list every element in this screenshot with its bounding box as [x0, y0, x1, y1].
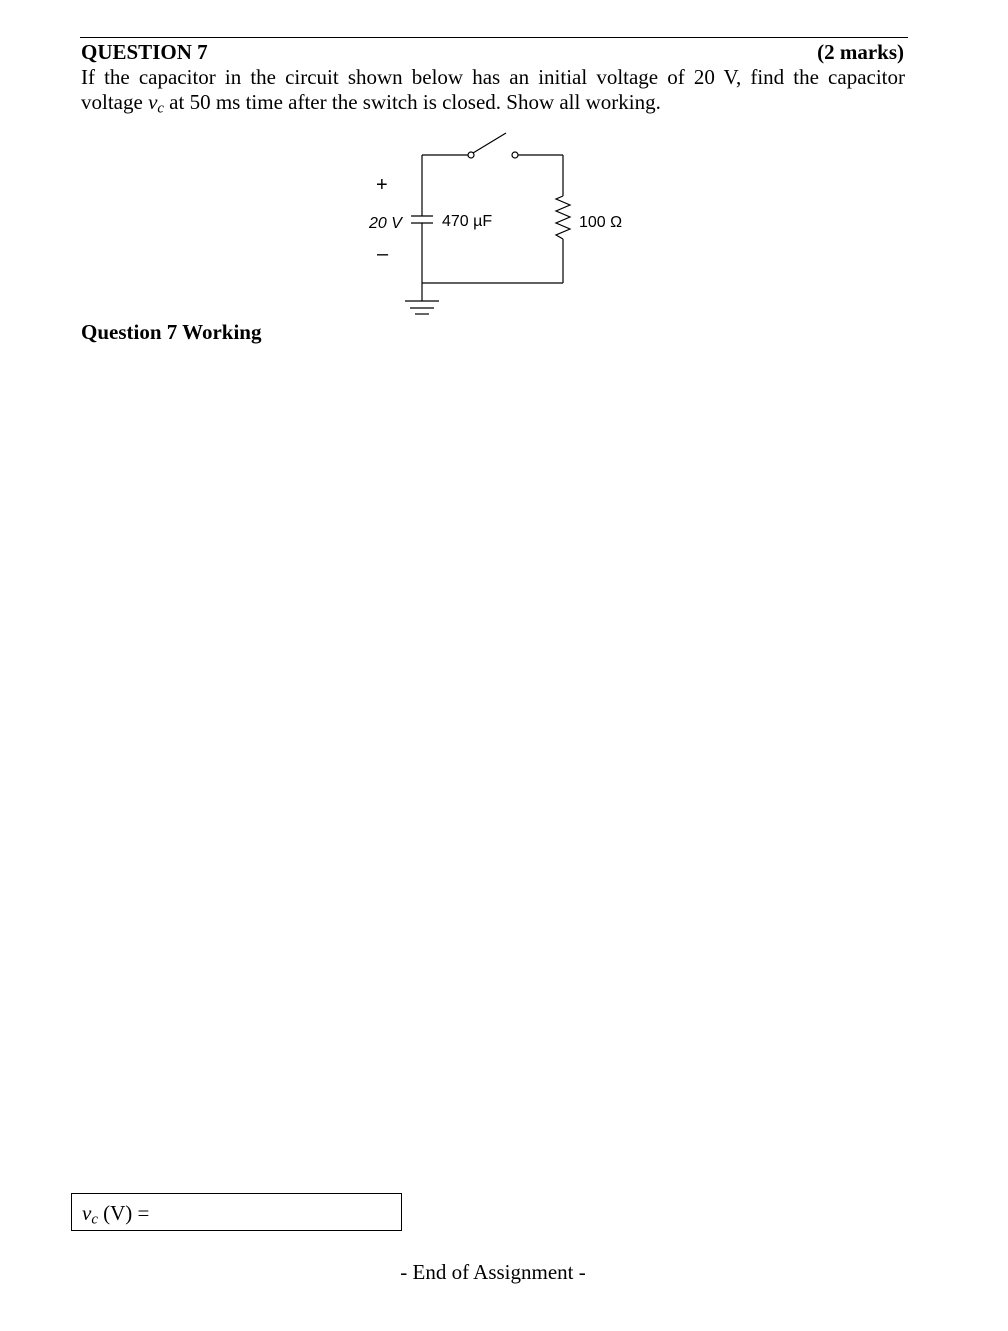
answer-variable-subscript: c — [91, 1211, 98, 1228]
answer-box[interactable] — [71, 1193, 402, 1231]
end-of-assignment: - End of Assignment - — [400, 1260, 586, 1284]
capacitor-voltage-label: 20 V — [369, 215, 402, 232]
variable-subscript: c — [157, 100, 164, 117]
answer-variable — [82, 1201, 98, 1228]
answer-variable-letter: v — [82, 1201, 92, 1225]
question-text-line1: If the capacitor in the circuit shown below has an initial voltage of 20 V, find the capacitor — [81, 65, 905, 89]
question-text-part: at 50 ms time after the switch is closed. Show all working. — [163, 90, 661, 114]
question-text-part: voltage — [81, 90, 149, 114]
resistance-label: 100 Ω — [579, 214, 623, 231]
switch-contact-right — [512, 152, 518, 158]
resistor-symbol — [556, 196, 570, 239]
rc-circuit-diagram — [0, 0, 1008, 340]
switch-blade — [473, 133, 506, 153]
minus-label: – — [377, 243, 389, 265]
working-section-title: Question 7 Working — [81, 320, 262, 344]
plus-label: + — [376, 174, 388, 196]
answer-label — [82, 1201, 149, 1232]
capacitance-label: 470 µF — [442, 213, 493, 230]
question-marks: (2 marks) — [817, 40, 904, 64]
question-title: QUESTION 7 — [81, 40, 208, 64]
variable-letter: v — [148, 90, 158, 114]
answer-label-rest: (V) = — [97, 1201, 150, 1225]
